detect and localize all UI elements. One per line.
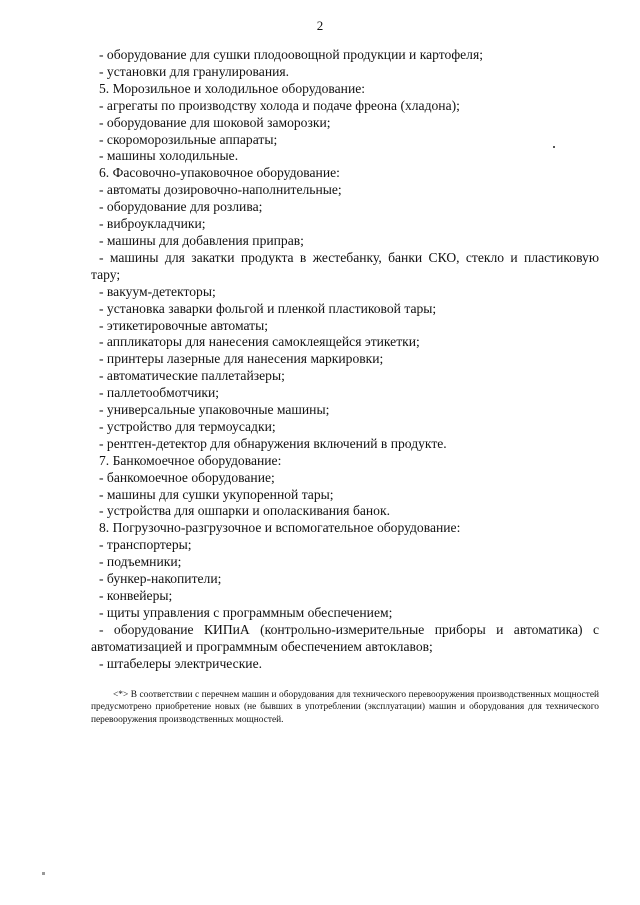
list-item: - конвейеры; bbox=[99, 588, 173, 603]
list-item: - оборудование КИПиА (контрольно-измерительные приборы и автоматика) с автоматизацией и программным обеспечением автоклавов; bbox=[91, 621, 599, 654]
list-item: - машины холодильные. bbox=[99, 148, 239, 164]
list-item: - рентген-детектор для обнаружения включений в продукте. bbox=[99, 435, 447, 451]
footnote: <*> В соответствии с перечнем машин и оборудования для технического перевооружения производственных мощностей предусмотрено приобретение новых (не бывших в употреблении (эксплуатации) машин и оборудования для технического перевооружения производственных мощностей. bbox=[91, 690, 599, 725]
list-item: - машины для сушки укупоренной тары; bbox=[99, 486, 334, 502]
list-item: - универсальные упаковочные машины; bbox=[99, 402, 330, 418]
list-item: - щиты управления с программным обеспечением; bbox=[99, 604, 393, 620]
section-heading: 8. Погрузочно-разгрузочное и вспомогательное оборудование: bbox=[99, 520, 461, 536]
list-item: - агрегаты по производству холода и подаче фреона (хладона); bbox=[99, 97, 460, 113]
list-item: - бункер-накопители; bbox=[99, 571, 222, 587]
list-item: - принтеры лазерные для нанесения маркировки; bbox=[99, 351, 384, 367]
list-item: - подъемники; bbox=[99, 554, 182, 570]
list-item: - вакуум-детекторы; bbox=[99, 283, 216, 299]
list-item: - штабелеры электрические. bbox=[99, 655, 263, 671]
list-item: - транспортеры; bbox=[99, 537, 192, 553]
list-item: - банкомоечное оборудование; bbox=[99, 469, 275, 485]
list-item: - оборудование для розлива; bbox=[99, 199, 263, 215]
list-item: - установки для гранулирования. bbox=[99, 63, 290, 79]
section-heading: 5. Морозильное и холодильное оборудование: bbox=[99, 80, 366, 96]
list-item: - автоматические паллетайзеры; bbox=[99, 368, 285, 384]
page-number: 2 bbox=[316, 18, 324, 33]
scan-speck bbox=[42, 872, 45, 875]
section-heading: 7. Банкомоечное оборудование: bbox=[99, 452, 282, 468]
list-item: - виброукладчики; bbox=[99, 216, 206, 232]
list-item: - машины для добавления приправ; bbox=[99, 232, 304, 248]
list-item: - устройства для ошпарки и ополаскивания банок. bbox=[99, 503, 390, 519]
list-item: - аппликаторы для нанесения самоклеящейся этикетки; bbox=[99, 334, 420, 350]
list-item: - скороморозильные аппараты; bbox=[99, 131, 278, 147]
list-item: - устройство для термоусадки; bbox=[99, 418, 276, 434]
list-item: - этикетировочные автоматы; bbox=[99, 317, 268, 333]
list-item: - автоматы дозировочно-наполнительные; bbox=[99, 182, 342, 198]
list-item: - оборудование для шоковой заморозки; bbox=[99, 114, 331, 130]
list-item: - оборудование для сушки плодоовощной продукции и картофеля; bbox=[99, 47, 483, 62]
section-heading: 6. Фасовочно-упаковочное оборудование: bbox=[99, 165, 340, 181]
list-item: - машины для закатки продукта в жестебанку, банки СКО, стекло и пластиковую тару; bbox=[91, 249, 599, 282]
list-item: - паллетообмотчики; bbox=[99, 385, 220, 401]
document-body bbox=[91, 47, 599, 673]
list-item: - установка заварки фольгой и пленкой пластиковой тары; bbox=[99, 300, 437, 316]
